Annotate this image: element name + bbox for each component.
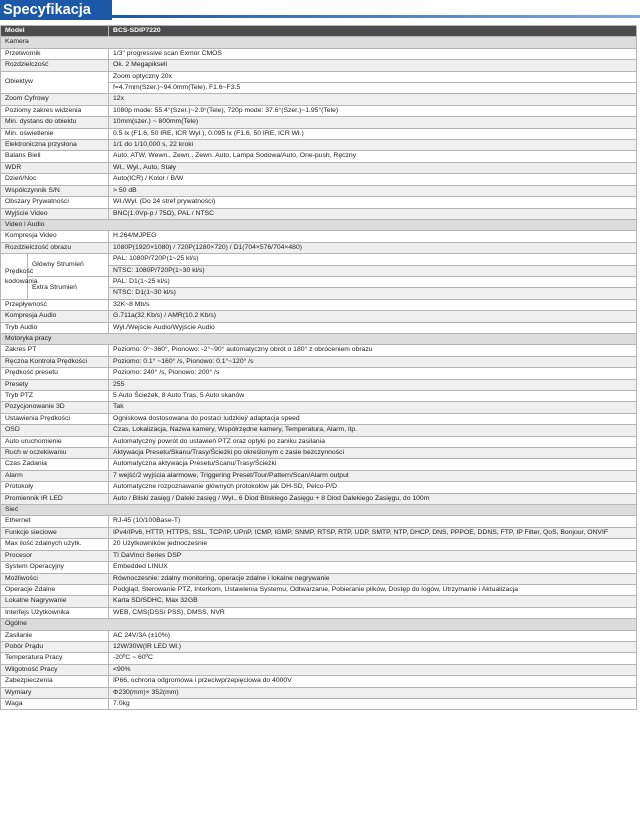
spec-label: Ustawienia Prędkości: [1, 413, 109, 424]
spec-row: [1, 311, 637, 322]
spec-value: Zoom optyczny 20x: [109, 71, 637, 82]
section-row: [1, 37, 637, 48]
spec-value: 7 wejść/2 wyjścia alarmowe, Triggering Preset/Tour/Pattern/Scan/Alarm output: [109, 470, 637, 481]
spec-row: [1, 607, 637, 618]
spec-label: Wilgotność Pracy: [1, 664, 109, 675]
spec-row: [1, 140, 637, 151]
spec-value: 1080P(1920×1080) / 720P(1280×720) / D1(704×576/704×480): [109, 242, 637, 253]
spec-label: WDR: [1, 162, 109, 173]
spec-value: Czas, Lokalizacja, Nazwa kamery, Współrzędne kamery, Temperatura, Alarm, itp.: [109, 425, 637, 436]
spec-row: [1, 436, 637, 447]
spec-label: Rozdzielczość obrazu: [1, 242, 109, 253]
spec-value: BNC(1.0Vp-p / 75Ω), PAL / NTSC: [109, 208, 637, 219]
header-label: Model: [1, 26, 109, 37]
spec-label: Promiennik IR LED: [1, 493, 109, 504]
spec-row: [1, 48, 637, 59]
spec-value: Poziomo: 0°~360°, Pionowo: -2°~90° automatyczny obrót o 180° z obróceniem obrazu: [109, 345, 637, 356]
spec-value: 10mm(szer.) ~ 800mm(Tele): [109, 117, 637, 128]
section-row: [1, 619, 637, 630]
spec-label: Interfejs Użytkownika: [1, 607, 109, 618]
spec-value: PAL: D1(1~25 kl/s): [109, 276, 637, 287]
spec-row: [1, 231, 637, 242]
spec-row: [1, 71, 637, 82]
spec-row: [1, 299, 637, 310]
spec-value: NTSC: 1080P/720P(1~30 kl/s): [109, 265, 637, 276]
spec-label: Prędkość presetu: [1, 368, 109, 379]
spec-value: > 50 dB: [109, 185, 637, 196]
spec-row: [1, 550, 637, 561]
spec-label: Przetwornik: [1, 48, 109, 59]
spec-value: -20ºC ~ 60ºC: [109, 653, 637, 664]
spec-value: Równoczesnie: zdalny monitoring, operacje zdalne i lokalne negrywanie: [109, 573, 637, 584]
spec-label: Przepływność: [1, 299, 109, 310]
spec-value: Aktywacja Presetu/Skanu/Trasy/Ścieżki po określonym c zasie bezczynności: [109, 448, 637, 459]
spec-label: Min. oświetlenie: [1, 128, 109, 139]
spec-label: Auto uruchomienie: [1, 436, 109, 447]
spec-value: Automatyczna aktywacja Presetu/Scanu/Trasy/Ścieżki: [109, 459, 637, 470]
spec-value: 1/3" progressive scan Exmor CMOS: [109, 48, 637, 59]
spec-row: [1, 60, 637, 71]
spec-label: Wyjście Video: [1, 208, 109, 219]
spec-row: [1, 379, 637, 390]
spec-row: [1, 482, 637, 493]
spec-row: [1, 413, 637, 424]
spec-row: [1, 573, 637, 584]
spec-value: RJ-45 (10/100Base-T): [109, 516, 637, 527]
spec-label: Zakres PT: [1, 345, 109, 356]
spec-value: Auto / Bliski zasięg / Daleki zasięg / Wył., 6 Diod Bliskiego Zasięgu + 8 Diod Dalekiego Zasięgu, do 100m: [109, 493, 637, 504]
spec-label: Presety: [1, 379, 109, 390]
spec-value: PAL: 1080P/720P(1~25 kl/s): [109, 254, 637, 265]
spec-row: [1, 128, 637, 139]
spec-value: 0.5 lx (F1.6, 50 IRE, ICR Wył.), 0.095 lx (F1.6, 50 IRE, ICR Wł.): [109, 128, 637, 139]
spec-value: WEB, CMS(DSS/ PSS), DMSS, NVR: [109, 607, 637, 618]
spec-row: [1, 197, 637, 208]
spec-row: [1, 470, 637, 481]
spec-value: Karta SD/SDHC, Max 32GB: [109, 596, 637, 607]
header-value: BCS-SDIP7220: [109, 26, 637, 37]
spec-label: Zoom Cyfrowy: [1, 94, 109, 105]
spec-label: Procesor: [1, 550, 109, 561]
spec-row: [1, 402, 637, 413]
spec-row: [1, 208, 637, 219]
spec-label: Min. dystans do obiektu: [1, 117, 109, 128]
spec-label: Obiektyw: [1, 71, 109, 94]
spec-row: [1, 254, 637, 265]
spec-label: Lokalne Nagrywanie: [1, 596, 109, 607]
spec-value: <90%: [109, 664, 637, 675]
spec-row: [1, 368, 637, 379]
spec-row: [1, 584, 637, 595]
spec-value: 255: [109, 379, 637, 390]
spec-label: Zasilanie: [1, 630, 109, 641]
spec-value: AC 24V/3A (±10%): [109, 630, 637, 641]
spec-label: Obszary Prywatności: [1, 197, 109, 208]
spec-value: 12W/30W(IR LED Wł.): [109, 641, 637, 652]
spec-value: 12x: [109, 94, 637, 105]
spec-value: Poziomo: 240° /s, Pionowo: 200° /s: [109, 368, 637, 379]
spec-label: Balans Bieli: [1, 151, 109, 162]
spec-label: Temperatura Pracy: [1, 653, 109, 664]
spec-value: Φ230(mm)× 352(mm): [109, 687, 637, 698]
spec-value: Ogniskowa dostosowana do postaci ludzkiej/ adaptacja speed: [109, 413, 637, 424]
spec-label: Pobór Prądu: [1, 641, 109, 652]
spec-row: [1, 641, 637, 652]
spec-value: Ok. 2 Megapikseli: [109, 60, 637, 71]
spec-row: [1, 391, 637, 402]
spec-value: 7.0kg: [109, 698, 637, 709]
spec-row: [1, 94, 637, 105]
spec-row: [1, 664, 637, 675]
spec-value: Wł., Wył., Auto, Stały: [109, 162, 637, 173]
section-row: [1, 333, 637, 344]
title-rule: [112, 15, 640, 18]
spec-label: Protokoły: [1, 482, 109, 493]
spec-label: OSD: [1, 425, 109, 436]
section-row: [1, 219, 637, 230]
spec-value: Wył./Wejście Audio/Wyjście Audio: [109, 322, 637, 333]
spec-row: [1, 562, 637, 573]
spec-row: [1, 185, 637, 196]
spec-row: [1, 687, 637, 698]
spec-label: Ruch w oczekiwaniu: [1, 448, 109, 459]
spec-value: Embedded LINUX: [109, 562, 637, 573]
spec-value: G.711a(32 Kb/s) / AMR(10.2 Kb/s): [109, 311, 637, 322]
spec-row: [1, 459, 637, 470]
spec-row: [1, 493, 637, 504]
spec-row: [1, 516, 637, 527]
spec-label: Kompresja Video: [1, 231, 109, 242]
spec-row: [1, 117, 637, 128]
spec-label: System Operacyjny: [1, 562, 109, 573]
spec-label: Ręczna Kontrola Prędkości: [1, 356, 109, 367]
spec-value: Auto(ICR) / Kolor / B/W: [109, 174, 637, 185]
stream-label: Extra Strumień: [28, 276, 109, 299]
spec-label: Pozycjonowanie 3D: [1, 402, 109, 413]
spec-label: Czas Zadania: [1, 459, 109, 470]
spec-value: TI DaVinci Series DSP: [109, 550, 637, 561]
encoding-speed-label: Prędkość kodowania: [1, 254, 28, 300]
spec-row: [1, 322, 637, 333]
spec-label: Elektroniczna przysłona: [1, 140, 109, 151]
spec-label: Waga: [1, 698, 109, 709]
spec-row: [1, 105, 637, 116]
spec-label: Funkcje sieciowe: [1, 527, 109, 538]
section-title: Kamera: [1, 37, 637, 48]
stream-label: Główny Strumień: [28, 254, 109, 277]
spec-value: Automatyczne rozpoznawanie głównych protokołów jak DH-SD, Pelco-P/D: [109, 482, 637, 493]
spec-row: [1, 356, 637, 367]
spec-label: Ethernet: [1, 516, 109, 527]
spec-label: Współczynnik S/N: [1, 185, 109, 196]
spec-row: [1, 527, 637, 538]
spec-row: [1, 425, 637, 436]
section-title: Ogólne: [1, 619, 637, 630]
spec-label: Kompresja Audio: [1, 311, 109, 322]
section-title: Sieć: [1, 505, 637, 516]
spec-row: [1, 698, 637, 709]
spec-row: [1, 448, 637, 459]
spec-row: [1, 174, 637, 185]
title-bar: [0, 0, 640, 20]
spec-value: IP66, ochrona odgromowa i przeciwprzepięciowa do 4000V: [109, 676, 637, 687]
header-row: [1, 26, 637, 37]
spec-row: [1, 276, 637, 287]
spec-value: IPv4/IPv6, HTTP, HTTPS, SSL, TCP/IP, UPnP, ICMP, IGMP, SNMP, RTSP, RTP, UDP, SMTP, NTP, DHCP, DNS, PPPOE, DDNS, FTP, IP Filter, QoS, Bonjour, ONVIF: [109, 527, 637, 538]
spec-value: Podgląd, Sterowanie PTZ, Interkom, Ustawienia Systemu, Odtwarzanie, Pobieranie plików, Dostęp do logów, Utrzymanie i Aktualizacja: [109, 584, 637, 595]
spec-label: Zabezpieczenia: [1, 676, 109, 687]
spec-row: [1, 539, 637, 550]
spec-row: [1, 162, 637, 173]
spec-label: Rozdzielczość: [1, 60, 109, 71]
spec-label: Poziomy zakres widzenia: [1, 105, 109, 116]
spec-row: [1, 345, 637, 356]
spec-table: [0, 25, 637, 710]
spec-row: [1, 676, 637, 687]
spec-value: Automatyczny powrót do ustawień PTZ oraz optyki po zaniku zasilania: [109, 436, 637, 447]
spec-row: [1, 630, 637, 641]
spec-row: [1, 151, 637, 162]
spec-value: 5 Auto Ścieżek, 8 Auto Tras, 5 Auto skanów: [109, 391, 637, 402]
spec-value: Auto, ATW, Wewn., Zewn., Zewn. Auto, Lampa Sodowa/Auto, One-push, Ręczny: [109, 151, 637, 162]
spec-row: [1, 242, 637, 253]
section-title: Video i Audio: [1, 219, 637, 230]
section-title: Motoryka pracy: [1, 333, 637, 344]
spec-value: 1/1 do 1/10,000 s, 22 kroki: [109, 140, 637, 151]
spec-label: Operacje Zdalne: [1, 584, 109, 595]
spec-value: f=4.7mm(Szer.)~94.0mm(Tele), F1.6~F3.5: [109, 83, 637, 94]
spec-value: Tak: [109, 402, 637, 413]
spec-value: Wł./Wył. (Do 24 stref prywatności): [109, 197, 637, 208]
spec-label: Możliwości: [1, 573, 109, 584]
spec-value: 1080p mode: 55.4°(Szer.)~2.9°(Tele), 720p mode: 37.6°(Szer.)~1.95°(Tele): [109, 105, 637, 116]
spec-value: 32K~8 Mb/s: [109, 299, 637, 310]
page-title: Specyfikacja: [0, 0, 112, 20]
spec-label: Max ilość zdalnych użytk.: [1, 539, 109, 550]
spec-value: Poziomo: 0.1° ~160° /s, Pionowo: 0.1°~120° /s: [109, 356, 637, 367]
section-row: [1, 505, 637, 516]
spec-label: Tryb Audio: [1, 322, 109, 333]
spec-row: [1, 653, 637, 664]
spec-row: [1, 596, 637, 607]
spec-label: Dzień/Noc: [1, 174, 109, 185]
spec-value: 20 Użytkowników jednocześnie: [109, 539, 637, 550]
spec-value: H.264/MJPEG: [109, 231, 637, 242]
spec-value: NTSC: D1(1~30 kl/s): [109, 288, 637, 299]
spec-label: Tryb PTZ: [1, 391, 109, 402]
spec-label: Alarm: [1, 470, 109, 481]
spec-label: Wymiary: [1, 687, 109, 698]
